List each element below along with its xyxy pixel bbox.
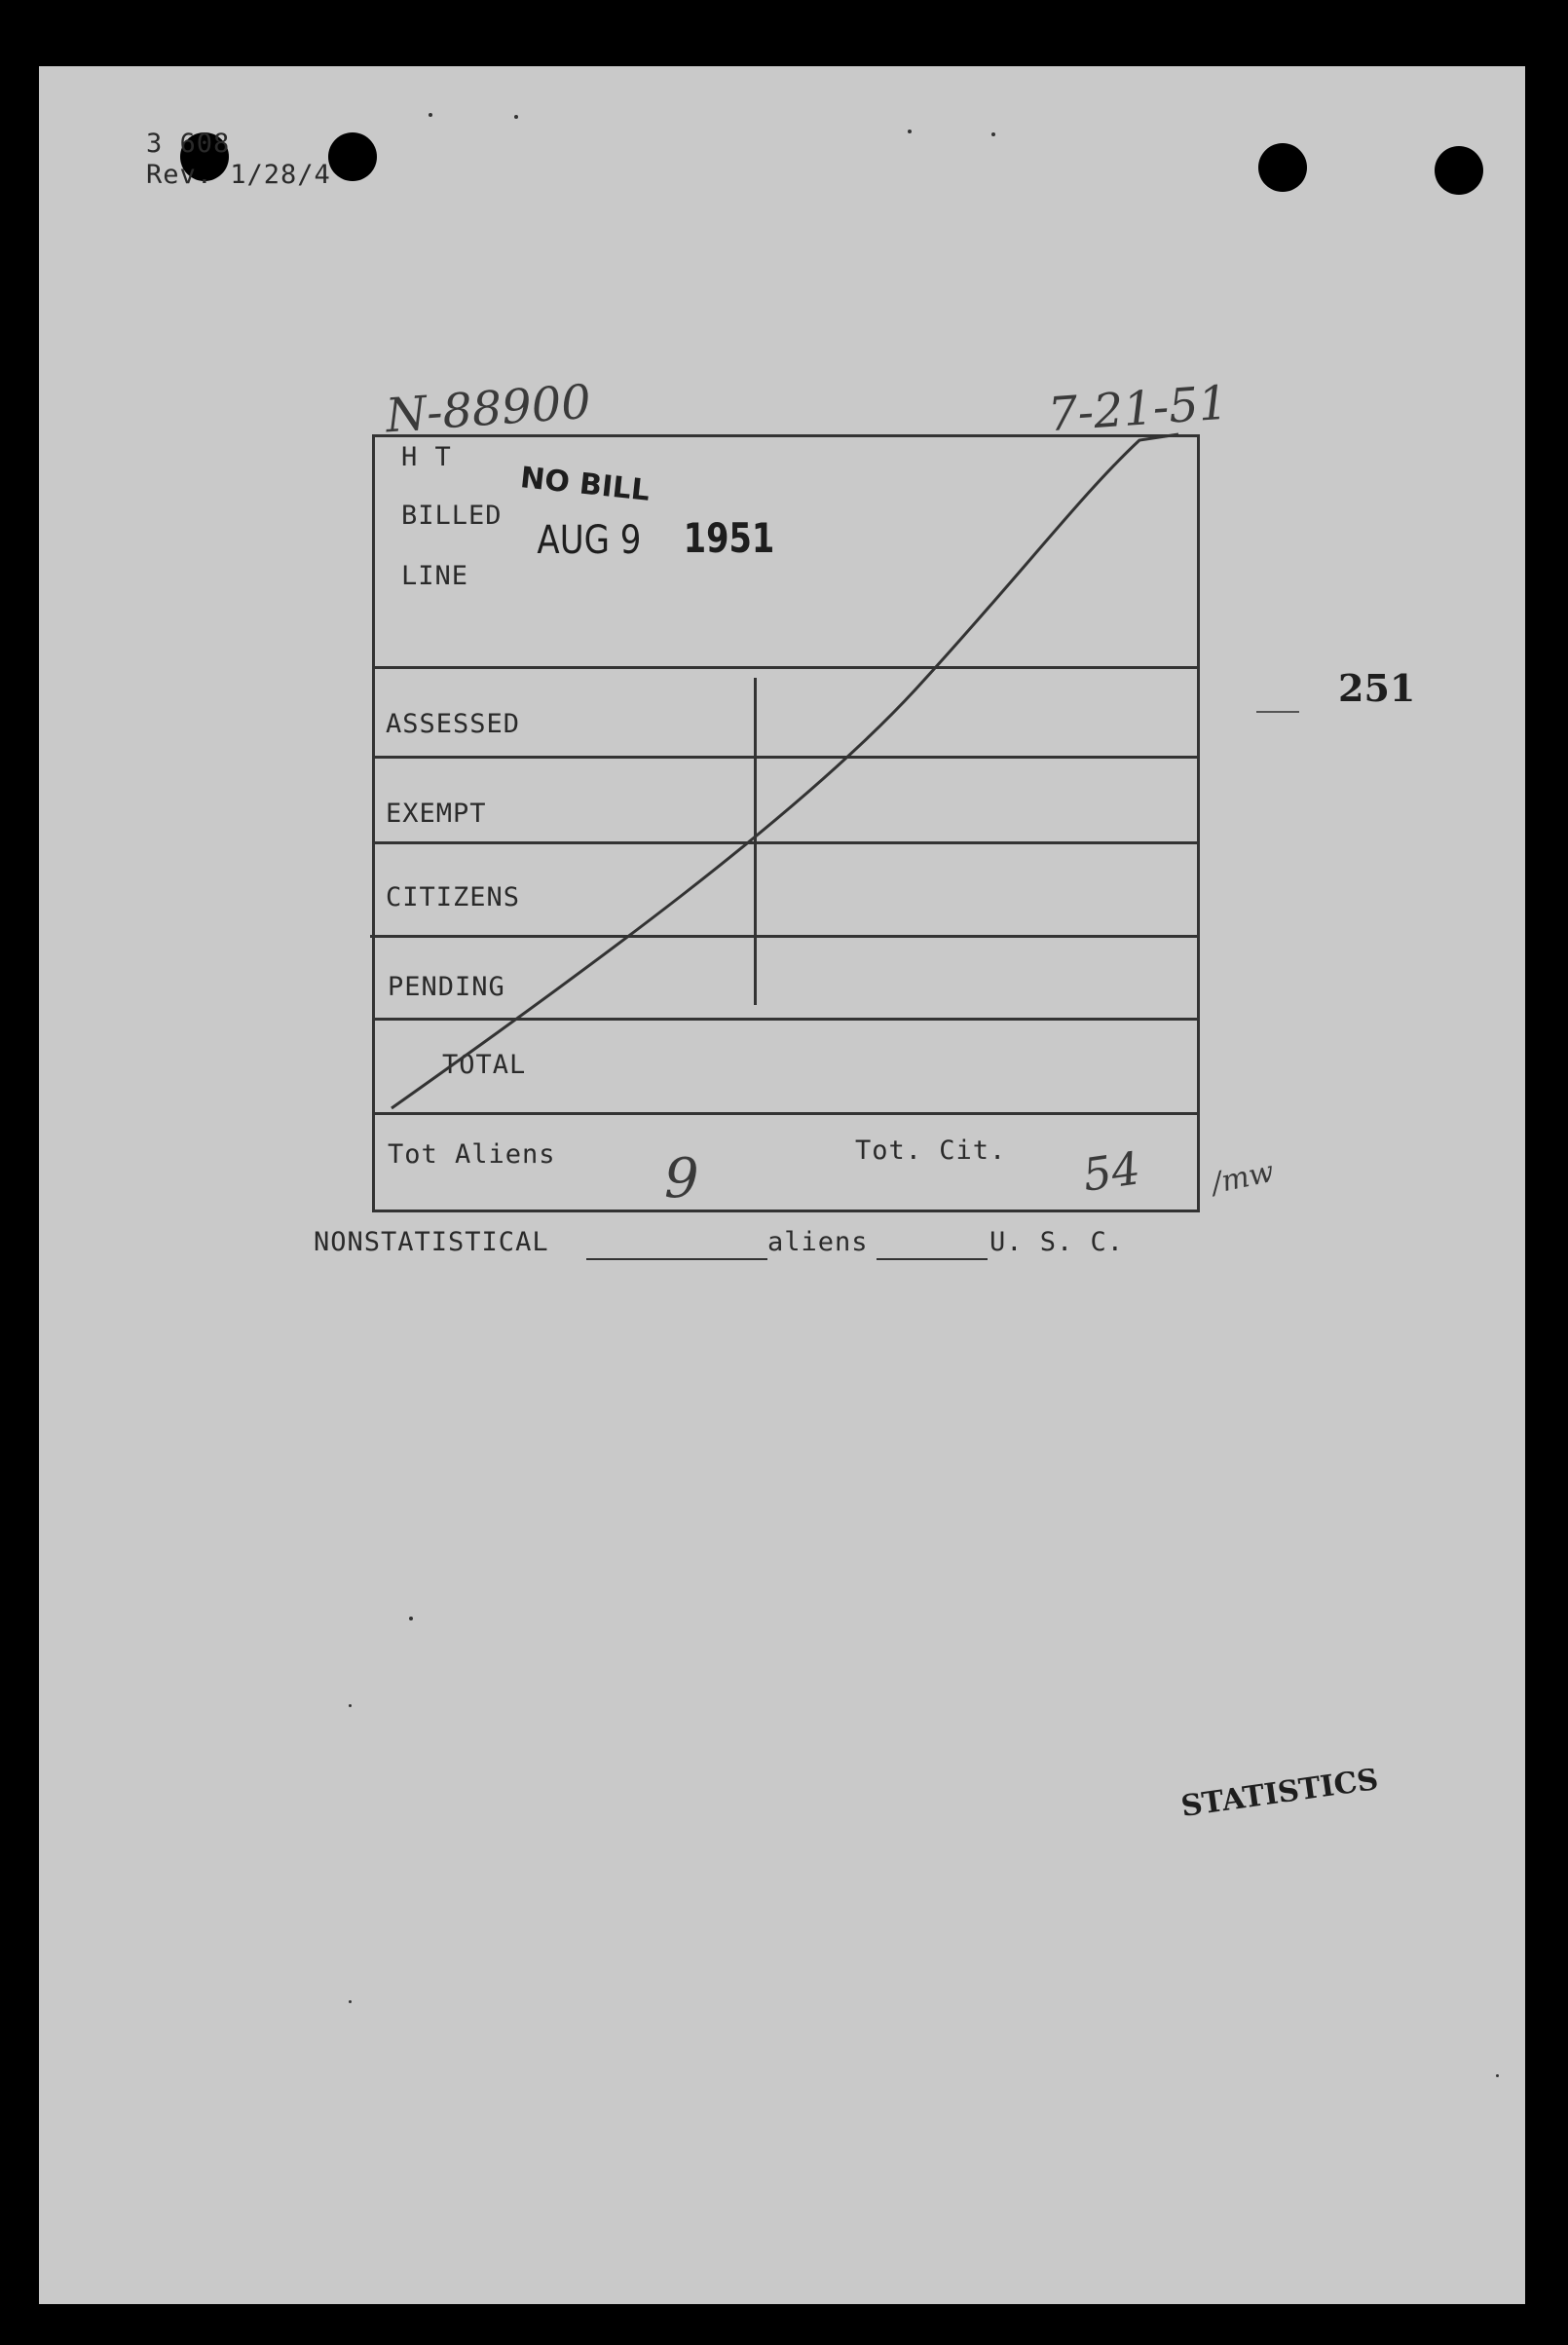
header-billed: BILLED <box>401 501 503 531</box>
date-stamp-month: AUG 9 <box>537 518 642 563</box>
tot-aliens-label: Tot Aliens <box>388 1139 556 1170</box>
form-revision: Rev. 1/28/4 <box>146 160 331 190</box>
tot-cit-value: 54 <box>1079 1141 1144 1202</box>
file-date: 7-21-51 <box>1046 375 1230 443</box>
speck <box>349 1704 352 1707</box>
row-assessed: ASSESSED <box>386 709 521 739</box>
dash-mark <box>1256 711 1299 713</box>
row-citizens: CITIZENS <box>386 882 521 912</box>
date-stamp-year: 1951 <box>683 514 775 562</box>
statistics-stamp: STATISTICS <box>1178 1762 1381 1825</box>
no-bill-stamp: NO BILL <box>518 461 652 508</box>
document-page <box>39 66 1525 2304</box>
aliens-blank <box>877 1258 988 1260</box>
tot-cit-label: Tot. Cit. <box>855 1135 1007 1166</box>
initials: /mw <box>1209 1154 1278 1202</box>
speck <box>1496 2074 1499 2077</box>
speck <box>409 1617 413 1620</box>
row-pending: PENDING <box>388 972 505 1002</box>
nonstatistical-blank <box>586 1258 767 1260</box>
header-ht: H T <box>401 442 452 472</box>
side-number: 251 <box>1338 666 1416 710</box>
cancellation-line <box>39 66 1525 1332</box>
speck <box>349 2000 352 2003</box>
nonstatistical-label: NONSTATISTICAL <box>314 1227 549 1257</box>
row-exempt: EXEMPT <box>386 799 487 829</box>
form-number: 3 608 <box>146 129 231 159</box>
file-number: N-88900 <box>384 374 593 444</box>
aliens-label: aliens <box>767 1227 869 1257</box>
usc-label: U. S. C. <box>989 1227 1125 1257</box>
row-total: TOTAL <box>442 1050 527 1080</box>
header-line: LINE <box>401 561 469 591</box>
tot-aliens-value: 9 <box>664 1147 699 1210</box>
